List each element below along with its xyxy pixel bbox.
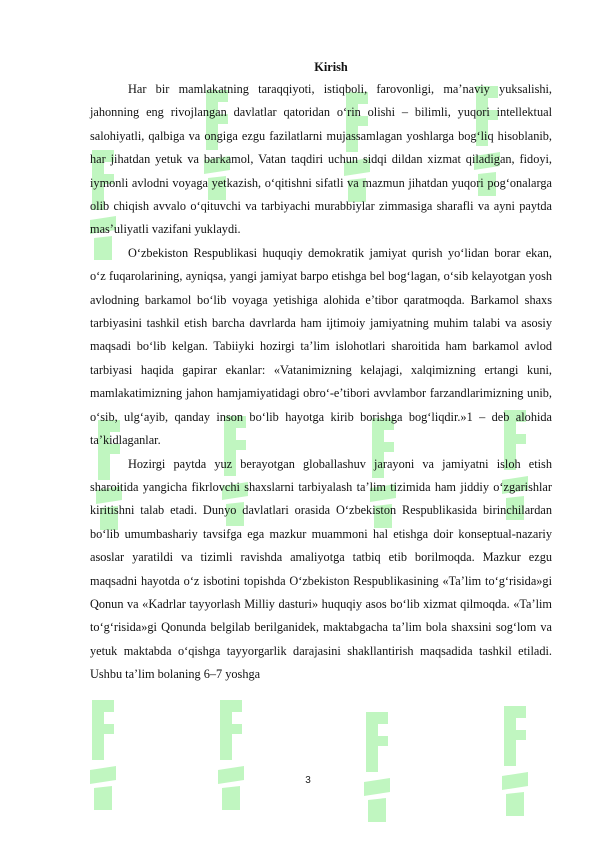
- watermark-logo-icon: [86, 700, 120, 810]
- page-title: Kirish: [314, 60, 348, 74]
- watermark-logo-icon: [360, 712, 394, 822]
- paragraph: O‘zbekiston Respublikasi huquqiy demokratik jamiyat qurish yo‘lidan borar ekan, o‘z fuqarolarining, ayniqsa, yangi jamiyat barpo etishga bel bog‘lagan, o‘sib kelayotgan yosh avlodning barkamol bo‘lib voyaga yetishiga alohida e’tibor qaratmoqda. Barkamol shaxs tarbiyasini tashkil etish barcha davrlarda ham ijtimoiy jamiyatning muhim talabi va asosiy maqsadi bo‘lib kelgan. Tabiiyki hozirgi ta’lim islohotlari sharoitida ham barkamol avlod tarbiyasi haqida gapirar ekanlar: «Vatanimizning kelajagi, xalqimizning ertangi kuni, mamlakatimizning jahon hamjamiyatidagi obro‘-e’tibori avvlambor farzandlarimizning unib, o‘sib, ulg‘ayib, qanday inson bo‘lib hayotga kirib borishga bog‘liqdir.»1 – deb alohida ta’kidlaganlar.: [90, 245, 552, 448]
- watermark-logo-icon: [498, 706, 532, 816]
- paragraph: Har bir mamlakatning taraqqiyoti, istiqboli, farovonligi, ma’naviy yuksalishi, jahonning eng rivojlangan davlatlar qatoridan o‘rin olishi – bilimli, yuqori intellektual salohiyatli, qalbiga va ongiga ezgu fazilatlarni mujassamlagan yoshlarga bog‘liq hisoblanib, har jihatdan yetuk va barkamol, Vatan taqdiri uchun sidqi dildan xizmat qiladigan, fidoyi, iymonli avlodni voyaga yetkazish, o‘qitishni sifatli va mazmun jihatdan yuqori pog‘onalarga olib chiqish avvalo o‘qituvchi va tarbiyachi murabbiylar zimmasiga sharafli va ayni paytda mas’uliyatli vazifani yuklaydi.: [90, 82, 552, 237]
- document-body: [90, 56, 552, 687]
- paragraph: Hozirgi paytda yuz berayotgan globallashuv jarayoni va jamiyatni isloh etish sharoitida yangicha fikrlovchi shaxslarni tarbiyalash ta’lim tizimida ham jiddiy o‘zgarishlar kiritishni talab etadi. Dunyo davlatlari orasida O‘zbekiston Respublikasida birinchilardan bo‘lib umumbashariy tavsifga ega mazkur muammoni hal etishga doir konseptual-nazariy asoslar yaratildi va tizimli ravishda amaliyotga tatbiq etib borilmoqda. Mazkur ezgu maqsadni hayotda o‘z isbotini topishda O‘zbekiston Respublikasining «Ta’lim to‘g‘risida»gi Qonun va «Kadrlar tayyorlash Milliy dasturi» huquqiy asos bo‘lib xizmat qilmoqda. «Ta’lim to‘g‘risida»gi Qonunda belgilab berilganidek, maktabgacha ta’lim bola shaxsini sog‘lom va yetuk maktabda o‘qishga tayyorgarlik darajasini shakllantirish maqsadida tashkil etiladi. Ushbu ta’lim bolaning 6–7 yoshga: [90, 456, 552, 682]
- page-number: 3: [305, 775, 311, 786]
- watermark-logo-icon: [214, 700, 248, 810]
